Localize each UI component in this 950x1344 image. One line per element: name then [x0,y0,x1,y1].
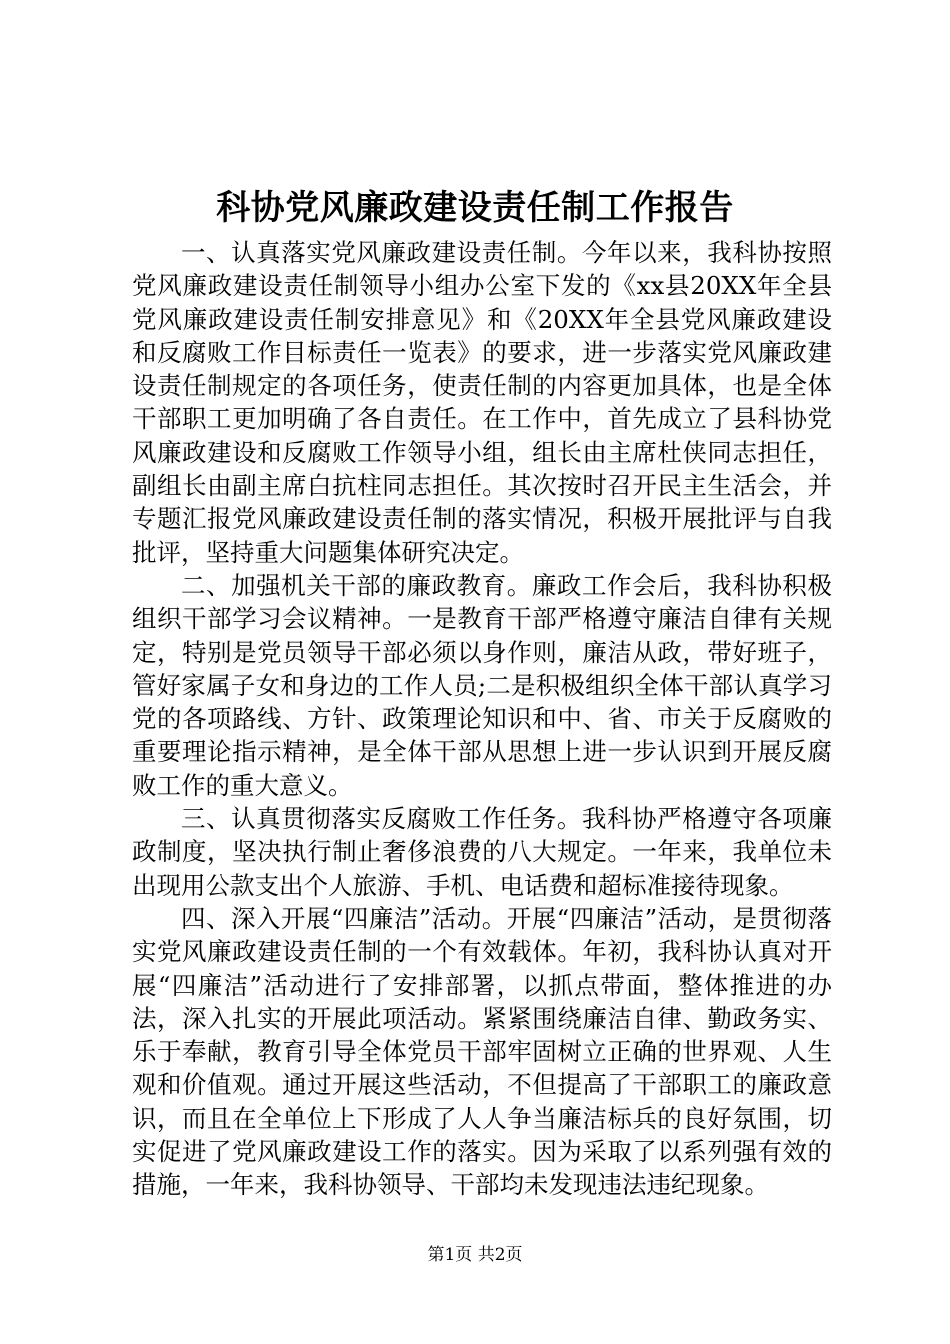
document-title: 科协党风廉政建设责任制工作报告 [216,188,734,228]
paragraph-4: 四、深入开展“四廉洁”活动。开展“四廉洁”活动，是贯彻落实党风廉政建设责任制的一个有效载体。年初，我科协认真对开展“四廉洁”活动进行了安排部署，以抓点带面，整体推进的办法，深入扎实的开展此项活动。紧紧围绕廉洁自律、勤政务实、乐于奉献，教育引导全体党员干部牢固树立正确的世界观、人生观和价值观。通过开展这些活动，不但提高了干部职工的廉政意识，而且在全单位上下形成了人人争当廉洁标兵的良好氛围，切实促进了党风廉政建设工作的落实。因为采取了以系列强有效的措施，一年来，我科协领导、干部均未发现违法违纪现象。 [132,903,832,1200]
document-body [132,236,832,1202]
paragraph-3: 三、认真贯彻落实反腐败工作任务。我科协严格遵守各项廉政制度，坚决执行制止奢侈浪费的八大规定。一年来，我单位未出现用公款支出个人旅游、手机、电话费和超标准接待现象。 [132,804,832,900]
page-number-footer: 第1页 共2页 [427,1245,523,1265]
paragraph-1: 一、认真落实党风廉政建设责任制。今年以来，我科协按照党风廉政建设责任制领导小组办公室下发的《xx县20XX年全县党风廉政建设责任制安排意见》和《20XX年全县党风廉政建设和反腐败工作目标责任一览表》的要求，进一步落实党风廉政建设责任制规定的各项任务，使责任制的内容更加具体，也是全体干部职工更加明确了各自责任。在工作中，首先成立了县科协党风廉政建设和反腐败工作领导小组，组长由主席杜侠同志担任，副组长由副主席白抗柱同志担任。其次按时召开民主生活会，并专题汇报党风廉政建设责任制的落实情况，积极开展批评与自我批评，坚持重大问题集体研究决定。 [132,238,832,567]
paragraph-2: 二、加强机关干部的廉政教育。廉政工作会后，我科协积极组织干部学习会议精神。一是教育干部严格遵守廉洁自律有关规定，特别是党员领导干部必须以身作则，廉洁从政，带好班子，管好家属子女和身边的工作人员;二是积极组织全体干部认真学习党的各项路线、方针、政策理论知识和中、省、市关于反腐败的重要理论指示精神，是全体干部从思想上进一步认识到开展反腐败工作的重大意义。 [132,570,832,800]
